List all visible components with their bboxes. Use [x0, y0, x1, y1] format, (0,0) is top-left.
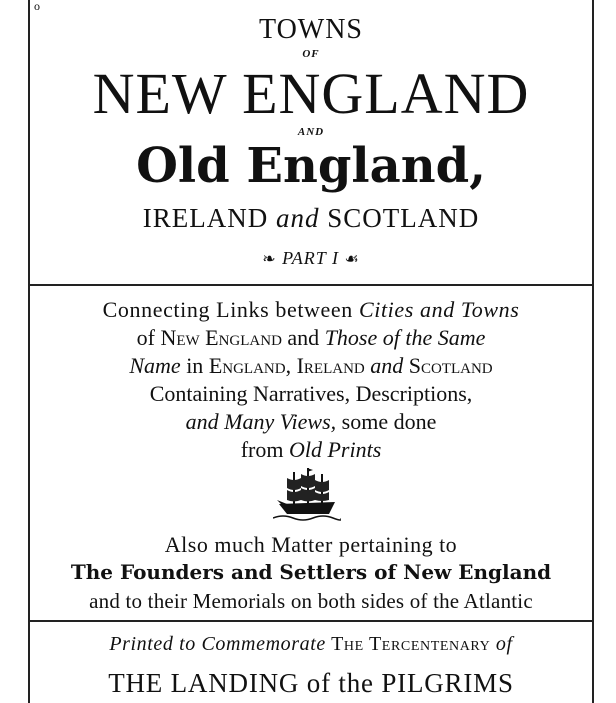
memorials-line: and to their Memorials on both sides of the Atlantic — [89, 589, 533, 613]
section-divider-top — [28, 284, 594, 286]
description-line-3: Name in England, Ireland and Scotland — [129, 353, 493, 378]
also-matter-line: Also much Matter pertaining to — [164, 532, 458, 557]
commemorate-line: Printed to Commemorate The Tercentenary of — [109, 633, 513, 655]
part-label: ❧ PART I ☙ — [262, 248, 360, 268]
corner-mark: o — [34, 0, 40, 13]
title-ireland-scotland: IRELAND and SCOTLAND — [142, 203, 480, 233]
description-line-5: and Many Views, some done — [185, 409, 437, 434]
founders-settlers-line: The Founders and Settlers of New England — [70, 560, 552, 584]
section-divider-bottom — [28, 620, 594, 622]
fleuron-right-icon: ☙ — [344, 251, 360, 268]
title-of: OF — [302, 48, 320, 60]
description-line-2: of New England and Those of the Same — [136, 325, 486, 350]
description-line-1: Connecting Links between Cities and Towns — [102, 297, 520, 322]
title-and: AND — [297, 126, 325, 138]
description-line-6: from Old Prints — [240, 437, 382, 462]
description-line-4: Containing Narratives, Descriptions, — [149, 381, 473, 406]
right-border-rule — [592, 0, 594, 703]
fleuron-left-icon: ❧ — [262, 251, 277, 268]
title-old-england: Old England, — [136, 138, 486, 194]
title-towns: TOWNS — [258, 14, 364, 45]
sailing-ship-icon — [273, 466, 341, 522]
title-new-england: NEW ENGLAND — [92, 61, 530, 126]
landing-pilgrims-line: THE LANDING of the PILGRIMS — [108, 668, 514, 698]
